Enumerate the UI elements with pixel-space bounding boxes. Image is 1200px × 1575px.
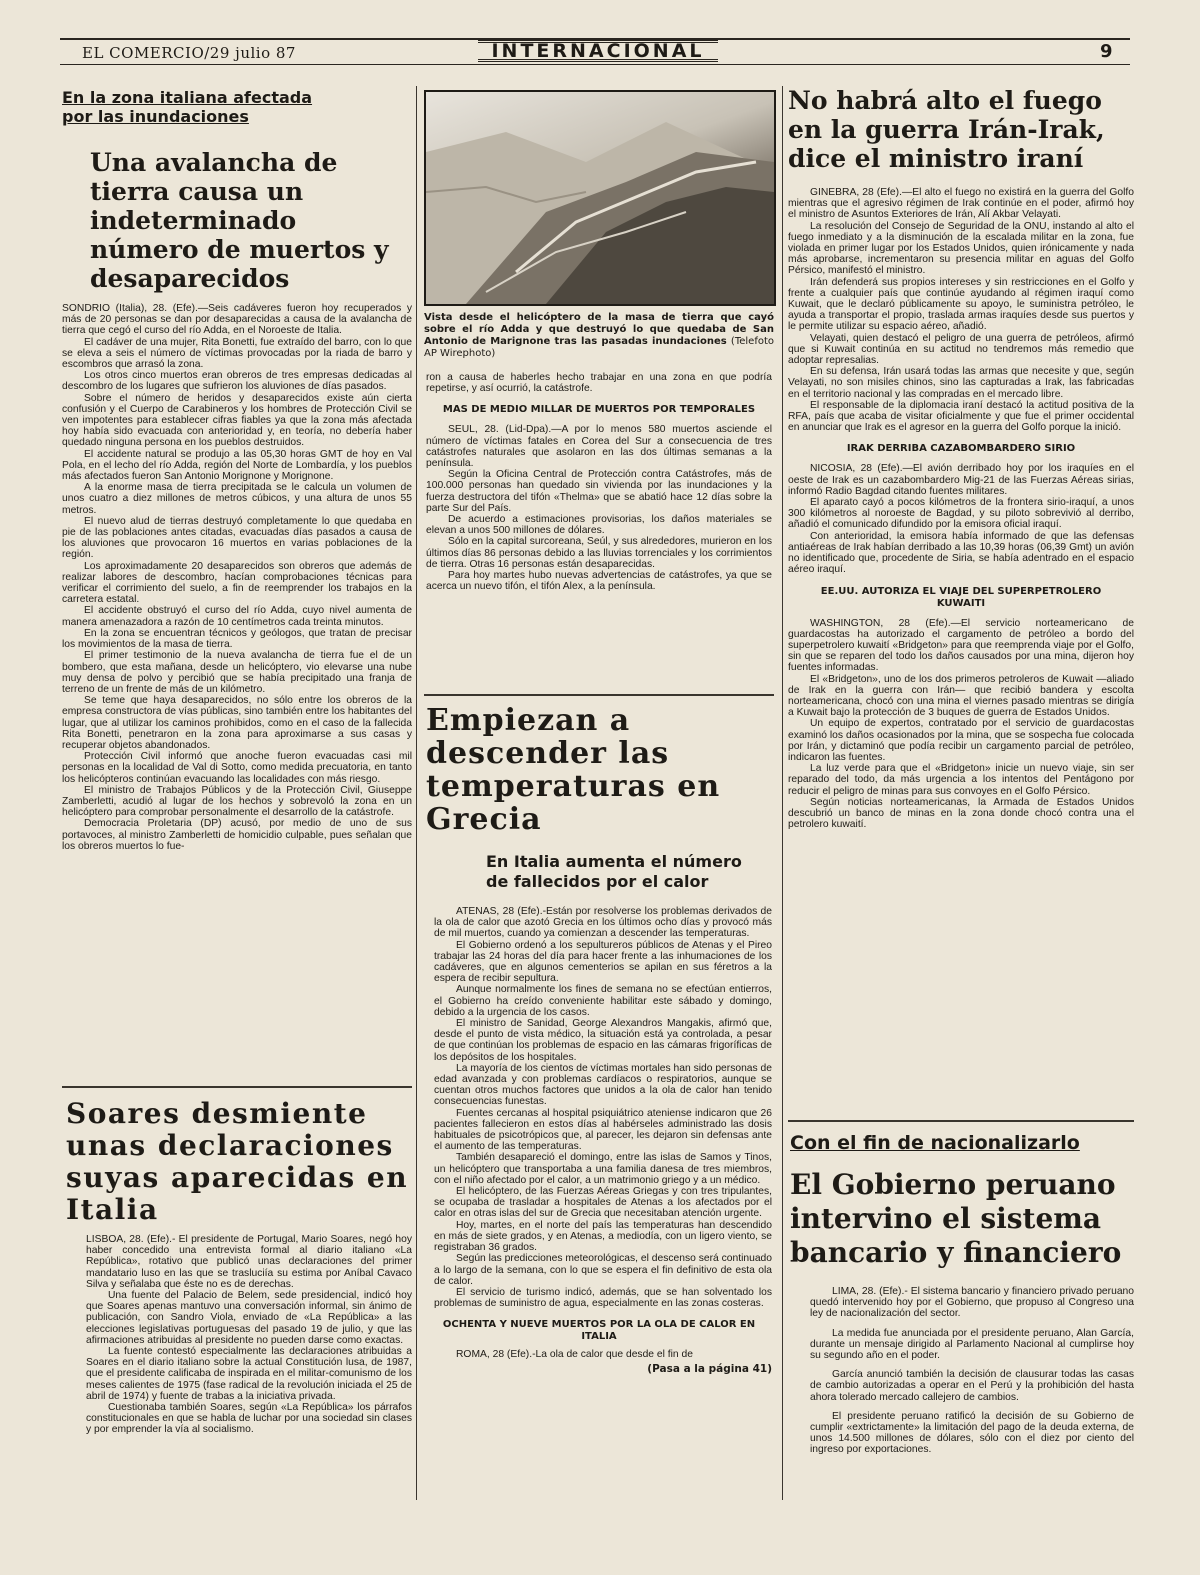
- paragraph: El accidente obstruyó el curso del río Adda, cuyo nivel aumenta de manera amenazadora a razón de 10 centímetros cada treinta minutos.: [62, 605, 412, 628]
- avalancha-body: [62, 303, 412, 852]
- iran-subhead-siria: IRAK DERRIBA CAZABOMBARDERO SIRIO: [846, 443, 1076, 455]
- paragraph: Fuentes cercanas al hospital psiquiátrico ateniense indicaron que 26 pacientes fallecieron en estos días al habérseles administrado las dosis habituales de psicotrópicos que, al parecer, les dejaron sin defensas ante el aumento de las temperaturas.: [434, 1107, 772, 1153]
- paragraph: ROMA, 28 (Efe).-La ola de calor que desde el fin de: [456, 1349, 693, 1361]
- article-divider: [788, 1120, 1134, 1122]
- article-avalancha: [62, 88, 412, 852]
- siria-body: [788, 463, 1134, 575]
- grecia-headline: Empiezan a descender las temperaturas en Grecia: [426, 703, 721, 837]
- seul-body: [426, 424, 772, 592]
- soares-headline: Soares desmiente unas declaraciones suyas aparecidas en Italia: [66, 1097, 409, 1226]
- paragraph: Según la Oficina Central de Protección contra Catástrofes, más de 100.000 personas han quedado sin vivienda por las inundaciones y la fuerza destructora del tifón «Thelma» que se abatió hace 12 días sobre la parte Sur del País.: [426, 469, 772, 514]
- article-iran: [788, 86, 1134, 830]
- paragraph: La mayoría de los cientos de víctimas mortales han sido personas de edad avanzada y con problemas cardíacos o respiratorios, aunque se cuentan otros muchos factores que unidos a la ola de calor han tenido consecuencias funestas.: [434, 1062, 772, 1108]
- paragraph: Los otros cinco muertos eran obreros de tres empresas dedicadas al descombro de los lugares que sufrieron los aluviones de días pasados.: [62, 370, 412, 393]
- grecia-subhead: En Italia aumenta el número de fallecidos por el calor: [486, 852, 742, 891]
- page-number: 9: [1100, 41, 1113, 62]
- article-divider: [424, 694, 774, 696]
- avalancha-kicker-line2: por las inundaciones: [62, 107, 249, 126]
- paragraph: En su defensa, Irán usará todas las armas que necesite y que, según Velayati, no son misiles chinos, sino las capturadas a Irak, las fabricadas en el territorio nacional y las compradas en el mercado libre.: [788, 366, 1134, 400]
- iran-subhead-kuwait: EE.UU. AUTORIZA EL VIAJE DEL SUPERPETROLERO KUWAITI: [820, 585, 1102, 609]
- paragraph: El responsable de la diplomacia iraní destacó la actitud positiva de la RFA, país que acaba de visitar oficialmente y que fue el primer occidental en anunciar que Irak es el agresor en la guerra del Golfo porque la inició.: [788, 399, 1134, 434]
- paragraph: El presidente peruano ratificó la decisión de su Gobierno de cumplir «extrictamente» la limitación del pago de la deuda externa, de unos 14.500 millones de dólares, sólo con el diez por ciento del ingreso por exportaciones.: [810, 1410, 1134, 1456]
- paragraph: El helicóptero, de las Fuerzas Aéreas Griegas y con tres tripulantes, se ocupaba de trasladar a hospitales de Atenas a los afectados por el calor en otras islas del sur de Grecia que necesitaban atención urgente.: [434, 1186, 772, 1220]
- paragraph: El accidente natural se produjo a las 05,30 horas GMT de hoy en Val Pola, en el lecho del río Adda, región del Norte de Lombardía, y los pueblos más afectados fueron San Antonio Morignone y Morignone.: [62, 448, 412, 483]
- paragraph: De acuerdo a estimaciones provisorias, los daños materiales se elevan a unos 500 millones de dólares.: [426, 514, 772, 537]
- paragraph: El aparato cayó a pocos kilómetros de la frontera sirio-iraquí, a unos 300 kilómetros al noroeste de Bagdad, y su piloto sobrevivió al derribo, añadió el comunicado difundido por la emisora oficial iraquí.: [788, 497, 1134, 531]
- paragraph: El ministro de Sanidad, George Alexandros Mangakis, afirmó que, desde el punto de vista médico, la situación está ya controlada, a pesar de que continúan los problemas de espacio en las cámaras frigoríficas de los depósitos de los hospitales.: [434, 1018, 772, 1063]
- paragraph: El nuevo alud de tierras destruyó completamente lo que quedaba en pie de las poblaciones antes citadas, evacuadas días pasados a causa de los aluviones que provocaron 16 muertos en varias poblaciones de la región.: [62, 515, 412, 561]
- paragraph: Para hoy martes hubo nuevas advertencias de catástrofes, ya que se acerca un nuevo tifón, el tifón Alex, a la península.: [426, 570, 772, 593]
- photo-caption-text: Vista desde el helicóptero de la masa de tierra que cayó sobre el río Adda y que destruyó lo que quedaba de San Antonio de Marignone tras las pasadas inundaciones: [424, 312, 774, 347]
- paragraph: El cadáver de una mujer, Rita Bonetti, fue extraído del barro, con lo que se eleva a seis el número de víctimas provocadas por la riada de barro y escombros que arrasó la zona.: [62, 336, 412, 371]
- section-name: INTERNACIONAL: [478, 40, 718, 62]
- landslide-photo: [424, 90, 776, 306]
- column-rule: [416, 86, 417, 1500]
- iran-headline: No habrá alto el fuego en la guerra Irán-Irak, dice el ministro iraní: [788, 86, 1105, 173]
- paragraph: El primer testimonio de la nueva avalancha de tierra fue el de un bombero, que esta mañana, desde un helicóptero, vio elevarse una nube muy densa de polvo y percibió que se había precipitado una franja de terreno de un frente de más de un kilómetro.: [62, 650, 412, 695]
- paragraph: Con anterioridad, la emisora había informado de que las defensas antiaéreas de Irak habían derribado a las 10,39 horas (06,39 Gmt) un avión no identificado que, procedente de Siria, se había adentrado en el espacio aéreo iraquí.: [788, 530, 1134, 576]
- iran-body: [788, 187, 1134, 433]
- paragraph: La medida fue anunciada por el presidente peruano, Alan García, durante un mensaje dirigido al Parlamento Nacional al cumplirse hoy su segundo año en el poder.: [810, 1327, 1134, 1362]
- jump-line: (Pasa a la página 41): [647, 1362, 772, 1375]
- article-divider: [62, 1086, 412, 1088]
- paragraph: SEUL, 28. (Lid-Dpa).—A por lo menos 580 muertos asciende el número de víctimas fatales en Corea del Sur a consecuencia de tres catástrofes naturales que asolaron en las dos últimas semanas a la península.: [426, 424, 772, 470]
- column-rule: [782, 86, 783, 1500]
- paragraph: ron a causa de haberles hecho trabajar en una zona en que podría repetirse, y así ocurrió, la catástrofe.: [426, 372, 772, 395]
- article-peru: [790, 1132, 1134, 1456]
- paragraph: Según las predicciones meteorológicas, el descenso será continuado a lo largo de la semana, con lo que se espera el fin definitivo de esta ola de calor.: [434, 1253, 772, 1287]
- paragraph: El servicio de turismo indicó, además, que se han solventado los problemas de suministro de agua, especialmente en las zonas costeras.: [434, 1286, 772, 1310]
- paragraph: LIMA, 28. (Efe).- El sistema bancario y financiero privado peruano quedó intervenido hoy por el Gobierno, que propuso al Congreso una ley de nacionalización del sector.: [810, 1286, 1134, 1320]
- article-soares: [62, 1098, 412, 1436]
- paragraph: WASHINGTON, 28 (Efe).—El servicio norteamericano de guardacostas ha autorizado el cargamento de petróleo a bordo del superpetrolero kuwaití «Bridgeton» para que reemprenda viaje por el Golfo, sin que se reparen del todo los daños causados por una mina, dijeron hoy fuentes informadas.: [788, 617, 1134, 674]
- paragraph: Se teme que haya desaparecidos, no sólo entre los obreros de la empresa constructora de vías públicas, sino también entre los habitantes del lugar, que al utilizar los caminos prohibidos, como en el caso de la fallecida Rita Bonetti, penetraron en la zona para aproximarse a sus casas y recuperar objetos abandonados.: [62, 695, 412, 751]
- peru-kicker: Con el fin de nacionalizarlo: [790, 1132, 1080, 1154]
- paragraph: ATENAS, 28 (Efe).-Están por resolverse los problemas derivados de la ola de calor que azotó Grecia en los últimos ocho días y provocó más de mil muertos, cuando ya comienzan a descender las temperaturas.: [434, 906, 772, 940]
- paragraph: Aunque normalmente los fines de semana no se efectúan entierros, el Gobierno ha creído conveniente habilitar este sábado y domingo, debido a la urgencia de los casos.: [434, 984, 772, 1018]
- paragraph: La luz verde para que el «Bridgeton» inicie un nuevo viaje, sin ser reparado del todo, da más urgencia a los intentos del Pentágono por reducir el peligro de minas para sus convoyes en el Golfo Pérsico.: [788, 763, 1134, 797]
- peru-headline: El Gobierno peruano intervino el sistema bancario y financiero: [790, 1168, 1122, 1269]
- photo-caption: [424, 312, 774, 360]
- paragraph: Hoy, martes, en el norte del país las temperaturas han descendido en más de siete grados, y en Atenas, a mediodía, con un ligero viento, se registraban 36 grados.: [434, 1219, 772, 1254]
- avalancha-headline: Una avalancha de tierra causa un indeterminado número de muertos y desaparecidos: [90, 148, 389, 293]
- seul-subhead: MAS DE MEDIO MILLAR DE MUERTOS POR TEMPORALES: [442, 404, 756, 416]
- paragraph: En la zona se encuentran técnicos y geólogos, que tratan de precisar los movimientos de la masa de tierra.: [62, 627, 412, 651]
- paragraph: La fuente contestó especialmente las declaraciones atribuidas a Soares en el diario italiano sobre la actual Constitución lusa, de 1987, que el presidente calificaba de inspirada en el militar-comunismo de los meses calientes de 1975 (fase radical de la revolución iniciada el 25 de abril de 1974) y fuente de trabas a la iniciativa privada.: [86, 1346, 412, 1402]
- paragraph: GINEBRA, 28 (Efe).—El alto el fuego no existirá en la guerra del Golfo mientras que el agresivo régimen de Irak continúe en el poder, afirmó hoy el ministro de Asuntos Exteriores de Irán, Alí Akbar Velayati.: [788, 187, 1134, 221]
- paragraph: SONDRIO (Italia), 28. (Efe).—Seis cadáveres fueron hoy recuperados y más de 20 personas se dan por desaparecidas a causa de la avalancha de tierra que cegó el curso del río Adda, en el Noroeste de Italia.: [62, 303, 412, 337]
- paragraph: El Gobierno ordenó a los sepultureros públicos de Atenas y el Pireo trabajar las 24 horas del día para hacer frente a las inhumaciones de los cadáveres, que en algunos cementerios se apilan en sus féretros a la espera de recibir sepultura.: [434, 939, 772, 985]
- italy-body: [426, 1349, 772, 1360]
- paragraph: El ministro de Trabajos Públicos y de la Protección Civil, Giuseppe Zamberletti, acudió al lugar de los hechos y sobrevoló la zona en un helicóptero para comprobar personalmente el desarrollo de la catástrofe.: [62, 784, 412, 819]
- paragraph: Una fuente del Palacio de Belem, sede presidencial, indicó hoy que Soares apenas mantuvo una conversación informal, sin ánimo de publicación, con Sandro Viola, enviado de «La República» a las elecciones legislativas portuguesas del pasado 19 de julio, y que las afirmaciones atribuidas al presidente no pueden darse como exactas.: [86, 1290, 412, 1346]
- paragraph: Velayati, quien destacó el peligro de una guerra de petróleos, afirmó que si Kuwait continúa en su actitud no tendremos más remedio que adoptar represalias.: [788, 332, 1134, 367]
- paragraph: La resolución del Consejo de Seguridad de la ONU, instando al alto el fuego inmediato y a la disminución de la escalada militar en la zona, fue violada en primer lugar por los Estados Unidos, quien irónicamente y nada más aprobarse, incrementaron su presencia militar en aguas del Golfo Pérsico, manifestó el ministro.: [788, 220, 1134, 277]
- paragraph: Cuestionaba también Soares, según «La República» los párrafos constitucionales en que se habla de luchar por una sociedad sin clases y por emprender la vía al socialismo.: [86, 1402, 412, 1436]
- soares-body: [62, 1234, 412, 1436]
- paragraph: Sobre el número de heridos y desaparecidos existe aún cierta confusión y el Cuerpo de Carabineros y los hombres de Protección Civil se ven impotentes para establecer cifras fiables ya que la zona más afectada hoy había sido evacuada con anterioridad y, en teoría, no debería haber quedado ninguna persona en los pueblos destruidos.: [62, 392, 412, 449]
- paragraph: NICOSIA, 28 (Efe).—El avión derribado hoy por los iraquíes en el oeste de Irak es un cazabombardero Mig-21 de las Fuerzas Aéreas sirias, informó Radio Bagdad citando fuentes militares.: [788, 463, 1134, 497]
- paragraph: Un equipo de expertos, contratado por el servicio de guardacostas examinó los daños ocasionados por la mina, que se sospecha fue colocada por Irán, y dictaminó que podía recibir un cargamento parcial de petróleo, indicaron las fuentes.: [788, 718, 1134, 763]
- italy-subhead: OCHENTA Y NUEVE MUERTOS POR LA OLA DE CALOR EN ITALIA: [442, 1319, 756, 1343]
- paragraph: Democracia Proletaria (DP) acusó, por medio de uno de sus portavoces, al ministro Zamberletti de homicidio culpable, pues señalan que los obreros muertos lo fue-: [62, 818, 412, 852]
- avalancha-continuation: [426, 372, 772, 394]
- paragraph: También desapareció el domingo, entre las islas de Samos y Tinos, un helicóptero que transportaba a una familia danesa de tres miembros, con el niño afectado por el calor, a un matrimonio griego y a un médico.: [434, 1152, 772, 1186]
- newspaper-folio: EL COMERCIO/29 julio 87: [82, 44, 296, 62]
- article-seul: [426, 372, 772, 592]
- kuwait-body: [788, 618, 1134, 831]
- article-grecia: [426, 704, 772, 1375]
- landslide-image: [426, 92, 774, 304]
- paragraph: Los aproximadamente 20 desaparecidos son obreros que además de realizar labores de descombro, hacían comprobaciones técnicas para verificar el corrimiento del suelo, a fin de reemprender los trabajos en la carretera estatal.: [62, 560, 412, 606]
- paragraph: Irán defenderá sus propios intereses y sin restricciones en el Golfo y frente a cualquier país que continúe ayudando al régimen iraquí como Kuwait, que le declaró públicamente su apoyo, le suministra petróleo, le ayuda a transportar el propio, traslada armas iraquíes desde sus puertos y le permite utilizar su espacio aéreo, añadió.: [788, 276, 1134, 333]
- paragraph: El «Bridgeton», uno de los dos primeros petroleros de Kuwait —aliado de Irak en la guerra con Irán— que recibió bandera y escolta norteamericana, chocó con una mina el viernes pasado mientras se dirigía a Kuwait bajo la protección de 3 buques de guerra de Estados Unidos.: [788, 673, 1134, 719]
- photo-credit: (Telefoto AP Wirephoto): [424, 336, 774, 359]
- paragraph: Sólo en la capital surcoreana, Seúl, y sus alrededores, murieron en los últimos días 86 personas debido a las lluvias torrenciales y los corrimientos de tierra. Otras 16 personas están desaparecidas.: [426, 536, 772, 570]
- paragraph: Protección Civil informó que anoche fueron evacuadas casi mil personas en la localidad de Val di Sotto, como medida precuatoria, en tanto los helicópteros continúan evacuando las localidades con más riesgo.: [62, 751, 412, 785]
- avalancha-kicker-line1: En la zona italiana afectada: [62, 88, 313, 107]
- peru-body: [790, 1286, 1134, 1456]
- header-bottom-rule: [60, 64, 1130, 65]
- paragraph: Según noticias norteamericanas, la Armada de Estados Unidos descubrió un banco de minas en la zona donde chocó contra una el petrolero kuwaití.: [788, 796, 1134, 831]
- paragraph: LISBOA, 28. (Efe).- El presidente de Portugal, Mario Soares, negó hoy haber concedido una entrevista formal al diario italiano «La República», rotativo que publicó unas declaraciones del primer mandatario luso en las que se trasluciía su estima por Aníbal Cavaco Silva y señalaba que éste no es de derechas.: [86, 1234, 412, 1290]
- paragraph: García anunció también la decisión de clausurar todas las casas de cambio autorizadas a operar en el Perú y la prohibición del hasta ahora tolerado mercado callejero de cambios.: [810, 1369, 1134, 1403]
- paragraph: A la enorme masa de tierra precipitada se le calcula un volumen de unos cuatro a diez millones de metros cúbicos, y una altura de unos 55 metros.: [62, 482, 412, 516]
- grecia-body: [426, 906, 772, 1309]
